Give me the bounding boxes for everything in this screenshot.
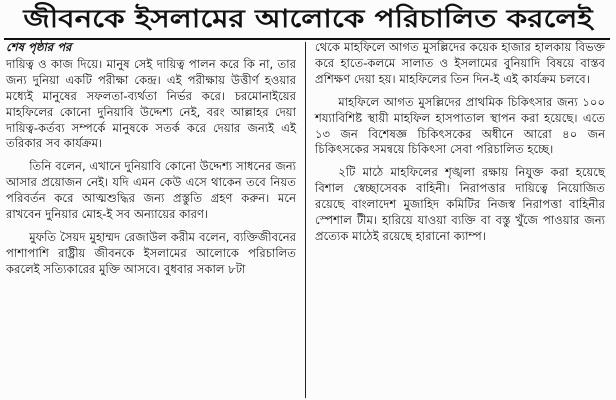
paragraph-gap bbox=[6, 152, 296, 159]
right-paragraph-3: ২টি মাঠে মাহফিলের শৃঙ্খলা রক্ষায় নিযুক্ত করা হয়েছে বিশাল স্বেচ্ছাসেবক বাহিনী। নিরাপত্তার দায়িত্বে নিয়োজিত রয়েছে বাংলাদেশ মুজাহিদ কমিটির নিজস্ব নিরাপত্তা বাহিনীর স্পেশাল টীম। হারিয়ে যাওয়া ব্যক্তি বা বস্তু খুঁজে পাওয়ার জন্য প্রত্যেক মাঠেই রয়েছে হারানো ক্যাম্প। bbox=[315, 165, 605, 243]
column-divider bbox=[305, 42, 306, 398]
left-column bbox=[6, 40, 296, 278]
right-column bbox=[315, 40, 605, 245]
right-paragraph-2: মাহফিলে আগত মুসল্লিদের প্রাথমিক চিকিৎসার জন্য ১০০ শয্যাবিশিষ্ট স্থায়ী মাহফিল হাসপাতাল স্থাপন করা হয়েছে। এতে ১৩ জন বিশেষজ্ঞ চিকিৎসকের অধীনে আরো ৪০ জন চিকিৎসকের সমন্বয়ে চিকিৎসা সেবা পরিচালিত হচ্ছে। bbox=[315, 94, 605, 157]
headline: জীবনকে ইসলামের আলোকে পরিচালিত করলেই bbox=[23, 4, 593, 33]
paragraph-gap bbox=[315, 158, 605, 165]
left-paragraph-1: দায়িত্ব ও কাজ দিয়ে। মানুষ সেই দায়িত্ব পালন করে কি না, তার জন্য দুনিয়া একটি পরীক্ষা কেন্দ্র। এই পরীক্ষায় উত্তীর্ণ হওয়ার মধ্যেই মানুষের সফলতা-ব্যর্থতা নির্ভর করে। চরমোনাইয়ের মাহফিলের কোনো দুনিয়াবি উদ্দেশ্য নেই, বরং আল্লাহর দেয়া দায়িত্ব-কর্তব্য সম্পর্কে মানুষকে সতর্ক করে দেয়ার জন্যই এই তরিকার সব কার্যক্রম। bbox=[6, 56, 296, 151]
paragraph-gap bbox=[6, 223, 296, 230]
continued-from-label: শেষ পৃষ্ঠার পর bbox=[6, 40, 72, 54]
left-paragraph-3: মুফতি সৈয়দ মুহাম্মদ রেজাউল করীম বলেন, ব্যক্তিজীবনের পাশাপাশি রাষ্ট্রীয় জীবনকে ইসলামের আলোকে পরিচালিত করলেই সত্যিকারের মুক্তি আসবে। বুধবার সকাল ৮টা bbox=[6, 229, 296, 276]
left-paragraph-2: তিনি বলেন, এখানে দুনিয়াবি কোনো উদ্দেশ্য সাধনের জন্য আসার প্রয়োজন নেই। যদি এমন কেউ এসে থাকেন তবে নিয়ত পরিবর্তন করে আত্মশুদ্ধির জন্য প্রস্তুতি গ্রহণ করুন। মনে রাখবেন দুনিয়ার মোহ-ই সব অন্যায়ের কারণ। bbox=[6, 159, 296, 222]
paragraph-gap bbox=[315, 88, 605, 95]
right-paragraph-1: থেকে মাহফিলে আগত মুসল্লিদের কয়েক হাজার হালকায় বিভক্ত করে হাতে-কলমে সালাত ও ইসলামের বুনিয়াদি বিষয়ে বাস্তব প্রশিক্ষণ দেয়া হয়। মাহফিলের তিন দিন-ই এই কার্যক্রম চলবে। bbox=[315, 40, 605, 86]
